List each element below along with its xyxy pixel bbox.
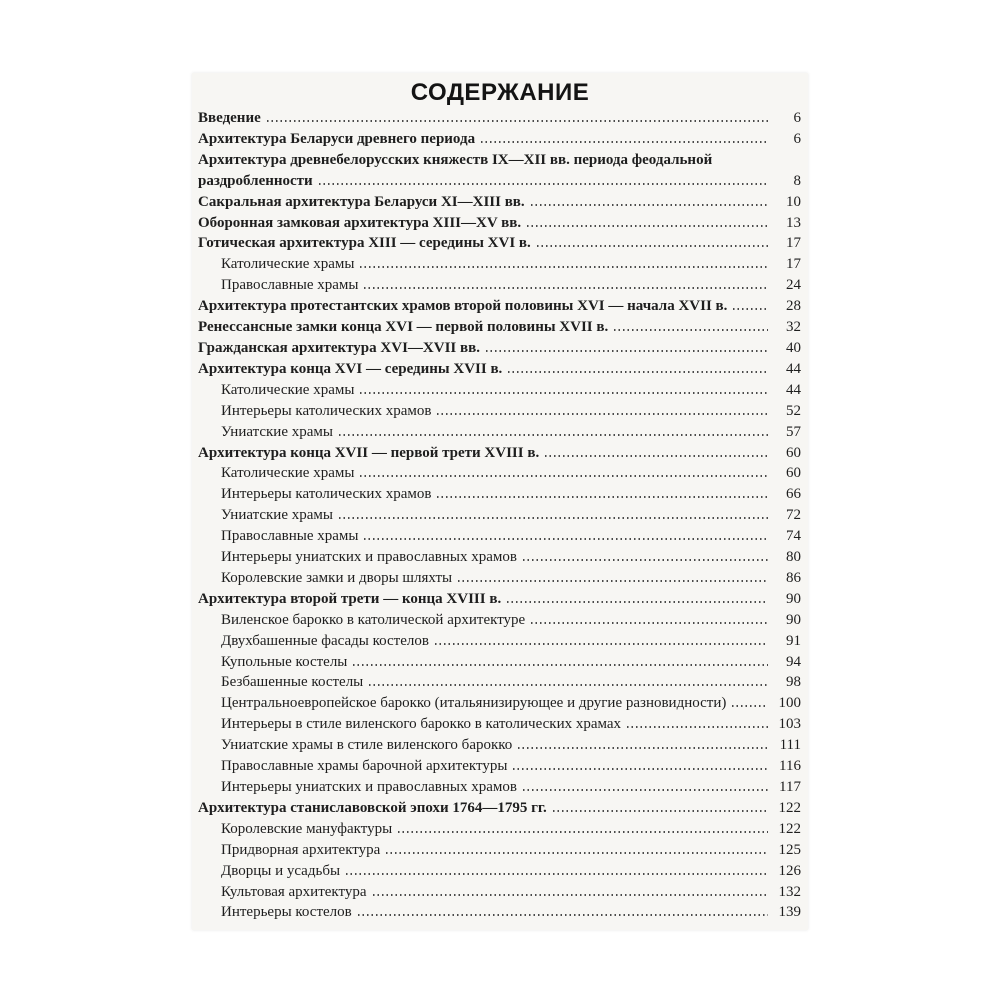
- dot-leader: [360, 475, 768, 477]
- toc-entry: [198, 129, 801, 150]
- toc-entry-page: 24: [786, 277, 801, 294]
- toc-entry-label: Сакральная архитектура Беларуси XI—XIII вв.: [198, 193, 525, 210]
- toc-entry-page: 6: [793, 130, 801, 147]
- toc-entry-label: Униатские храмы в стиле виленского барокко: [221, 737, 513, 754]
- toc-entry-page: 44: [786, 381, 801, 398]
- dot-leader: [437, 496, 768, 498]
- toc-entry-page: 44: [786, 360, 801, 377]
- toc-entry-label: Католические храмы: [221, 256, 355, 273]
- toc-entry: [198, 861, 801, 882]
- toc-entry: [198, 735, 801, 756]
- toc-entry-page: 116: [779, 758, 801, 775]
- toc-entry: [198, 254, 801, 275]
- toc-entry: [198, 505, 801, 526]
- toc-entry: [198, 443, 801, 464]
- dot-leader: [614, 329, 768, 331]
- toc-entry: [198, 547, 801, 568]
- dot-leader: [358, 914, 768, 916]
- toc-list: [192, 108, 808, 923]
- dot-leader: [386, 852, 768, 854]
- toc-entry-label: Королевские мануфактуры: [221, 820, 393, 837]
- toc-entry-label: Интерьеры униатских и православных храмов: [221, 549, 517, 566]
- toc-entry: [198, 463, 801, 484]
- dot-leader: [437, 413, 768, 415]
- toc-entry: [198, 484, 801, 505]
- toc-entry-page: 126: [778, 862, 801, 879]
- toc-entry-label: Ренессансные замки конца XVI — первой половины XVII в.: [198, 319, 609, 336]
- dot-leader: [369, 684, 768, 686]
- toc-entry-label: Купольные костелы: [221, 653, 348, 670]
- dot-leader: [627, 726, 768, 728]
- toc-entry-label: Православные храмы: [221, 277, 359, 294]
- dot-leader: [523, 789, 768, 791]
- toc-entry-page: 100: [778, 695, 801, 712]
- book-page: [192, 73, 808, 930]
- dot-leader: [364, 538, 768, 540]
- toc-entry-label: Интерьеры католических храмов: [221, 486, 432, 503]
- toc-entry: [198, 213, 801, 234]
- toc-entry: [198, 819, 801, 840]
- toc-entry-label: Виленское барокко в католической архитектуре: [221, 611, 526, 628]
- dot-leader: [518, 747, 768, 749]
- toc-entry-label: Культовая архитектура: [221, 883, 367, 900]
- toc-entry-label: Православные храмы: [221, 528, 359, 545]
- toc-entry: [198, 275, 801, 296]
- toc-entry-page: 117: [779, 779, 801, 795]
- toc-entry-page: 28: [786, 298, 801, 315]
- toc-entry: [198, 756, 801, 777]
- toc-entry-page: 74: [786, 528, 801, 545]
- toc-entry-page: 111: [779, 737, 801, 754]
- dot-leader: [364, 287, 768, 289]
- toc-entry-page: 32: [786, 319, 801, 336]
- dot-leader: [360, 392, 768, 394]
- toc-entry-page: 139: [778, 904, 801, 921]
- toc-entry-label: Архитектура конца XVI — середины XVII в.: [198, 360, 503, 377]
- toc-entry: [198, 882, 801, 903]
- toc-entry-page: 132: [778, 883, 801, 900]
- toc-entry-page: 6: [793, 110, 801, 126]
- toc-entry-page: 80: [786, 549, 801, 566]
- dot-leader: [267, 120, 768, 122]
- toc-entry-label: Готическая архитектура XIII — середины XVI в.: [198, 235, 531, 252]
- toc-entry: [198, 171, 801, 192]
- toc-entry-label: Введение: [198, 110, 261, 126]
- toc-entry-page: 57: [786, 423, 801, 440]
- toc-entry-label: Придворная архитектура: [221, 841, 381, 858]
- toc-entry-label: Православные храмы барочной архитектуры: [221, 758, 508, 775]
- dot-leader: [339, 434, 768, 436]
- toc-entry-label: Униатские храмы: [221, 507, 333, 524]
- toc-entry-page: 72: [786, 507, 801, 524]
- dot-leader: [353, 664, 768, 666]
- dot-leader: [346, 873, 768, 875]
- toc-entry-label: Двухбашенные фасады костелов: [221, 632, 429, 649]
- toc-entry-label: Безбашенные костелы: [221, 674, 364, 691]
- toc-entry-page: 91: [786, 632, 801, 649]
- toc-entry: [198, 693, 801, 714]
- dot-leader: [435, 643, 768, 645]
- dot-leader: [545, 455, 768, 457]
- toc-entry-page: 40: [786, 339, 801, 356]
- dot-leader: [513, 768, 768, 770]
- dot-leader: [360, 266, 768, 268]
- toc-entry-label: Гражданская архитектура XVI—XVII вв.: [198, 339, 480, 356]
- toc-entry-page: 66: [786, 486, 801, 503]
- dot-leader: [527, 225, 768, 227]
- toc-entry-page: 86: [786, 569, 801, 586]
- toc-entry: [198, 108, 801, 129]
- dot-leader: [531, 204, 768, 206]
- toc-entry-label: Центральноевропейское барокко (итальянизирующее и другие разновидности): [221, 695, 727, 712]
- toc-entry-label: Интерьеры в стиле виленского барокко в католических храмах: [221, 716, 622, 733]
- dot-leader: [523, 559, 768, 561]
- toc-entry: [198, 380, 801, 401]
- toc-entry: [198, 589, 801, 610]
- page-title: СОДЕРЖАНИЕ: [410, 79, 590, 106]
- toc-entry-page: 17: [786, 256, 801, 273]
- toc-entry: [198, 902, 801, 923]
- toc-entry-label: Архитектура Беларуси древнего периода: [198, 130, 476, 147]
- toc-entry-label: раздробленности: [198, 172, 313, 189]
- toc-entry-page: 98: [786, 674, 801, 691]
- toc-entry: [198, 652, 801, 673]
- toc-entry-label: Архитектура конца XVII — первой трети XVIII в.: [198, 444, 540, 461]
- dot-leader: [319, 183, 768, 185]
- toc-entry-label: Интерьеры униатских и православных храмов: [221, 779, 517, 795]
- toc-entry-label: Архитектура второй трети — конца XVIII в.: [198, 590, 502, 607]
- toc-entry-page: 122: [778, 820, 801, 837]
- toc-entry: [198, 317, 801, 338]
- toc-entry-page: 122: [778, 799, 801, 816]
- toc-entry-page: 60: [786, 444, 801, 461]
- toc-entry-page: 125: [778, 841, 801, 858]
- dot-leader: [458, 580, 768, 582]
- toc-entry: [198, 192, 801, 213]
- dot-leader: [507, 601, 768, 603]
- toc-entry-label: Интерьеры католических храмов: [221, 402, 432, 419]
- toc-entry: [198, 672, 801, 693]
- dot-leader: [733, 308, 768, 310]
- toc-entry-page: 103: [778, 716, 801, 733]
- dot-leader: [398, 831, 768, 833]
- toc-entry: [198, 777, 801, 798]
- toc-entry: [198, 840, 801, 861]
- toc-entry: [198, 401, 801, 422]
- toc-entry-label: Католические храмы: [221, 381, 355, 398]
- toc-entry: [198, 714, 801, 735]
- toc-entry-label: Оборонная замковая архитектура XIII—XV вв.: [198, 214, 522, 231]
- toc-entry-page: 8: [793, 172, 801, 189]
- dot-leader: [481, 141, 768, 143]
- toc-entry-page: 52: [786, 402, 801, 419]
- toc-entry-page: 94: [786, 653, 801, 670]
- dot-leader: [486, 350, 768, 352]
- toc-entry-label: Архитектура протестантских храмов второй половины XVI — начала XVII в.: [198, 298, 728, 315]
- toc-entry: [198, 359, 801, 380]
- dot-leader: [373, 894, 768, 896]
- toc-entry-label: Униатские храмы: [221, 423, 333, 440]
- toc-entry: [198, 526, 801, 547]
- dot-leader: [537, 245, 768, 247]
- toc-entry: [198, 296, 801, 317]
- dot-leader: [339, 517, 768, 519]
- toc-entry-page: 17: [786, 235, 801, 252]
- toc-entry-label: Интерьеры костелов: [221, 904, 352, 921]
- toc-entry-page: 60: [786, 465, 801, 482]
- toc-entry-label: Королевские замки и дворы шляхты: [221, 569, 453, 586]
- toc-entry-label: Архитектура станиславовской эпохи 1764—1795 гг.: [198, 799, 547, 816]
- toc-entry: [198, 422, 801, 443]
- toc-entry-label: Архитектура древнебелорусских княжеств IX—XII вв. периода феодальной: [198, 151, 713, 168]
- dot-leader: [732, 705, 768, 707]
- toc-entry: [198, 338, 801, 359]
- toc-entry: [198, 798, 801, 819]
- toc-entry: [198, 150, 801, 171]
- toc-entry: [198, 568, 801, 589]
- dot-leader: [508, 371, 768, 373]
- toc-entry-page: 90: [786, 590, 801, 607]
- toc-entry-label: Дворцы и усадьбы: [221, 862, 341, 879]
- toc-entry-page: 90: [786, 611, 801, 628]
- toc-entry-label: Католические храмы: [221, 465, 355, 482]
- toc-entry: [198, 610, 801, 631]
- toc-entry-page: 10: [786, 193, 801, 210]
- dot-leader: [531, 622, 768, 624]
- dot-leader: [553, 810, 768, 812]
- toc-entry: [198, 631, 801, 652]
- toc-entry-page: 13: [786, 214, 801, 231]
- toc-entry: [198, 233, 801, 254]
